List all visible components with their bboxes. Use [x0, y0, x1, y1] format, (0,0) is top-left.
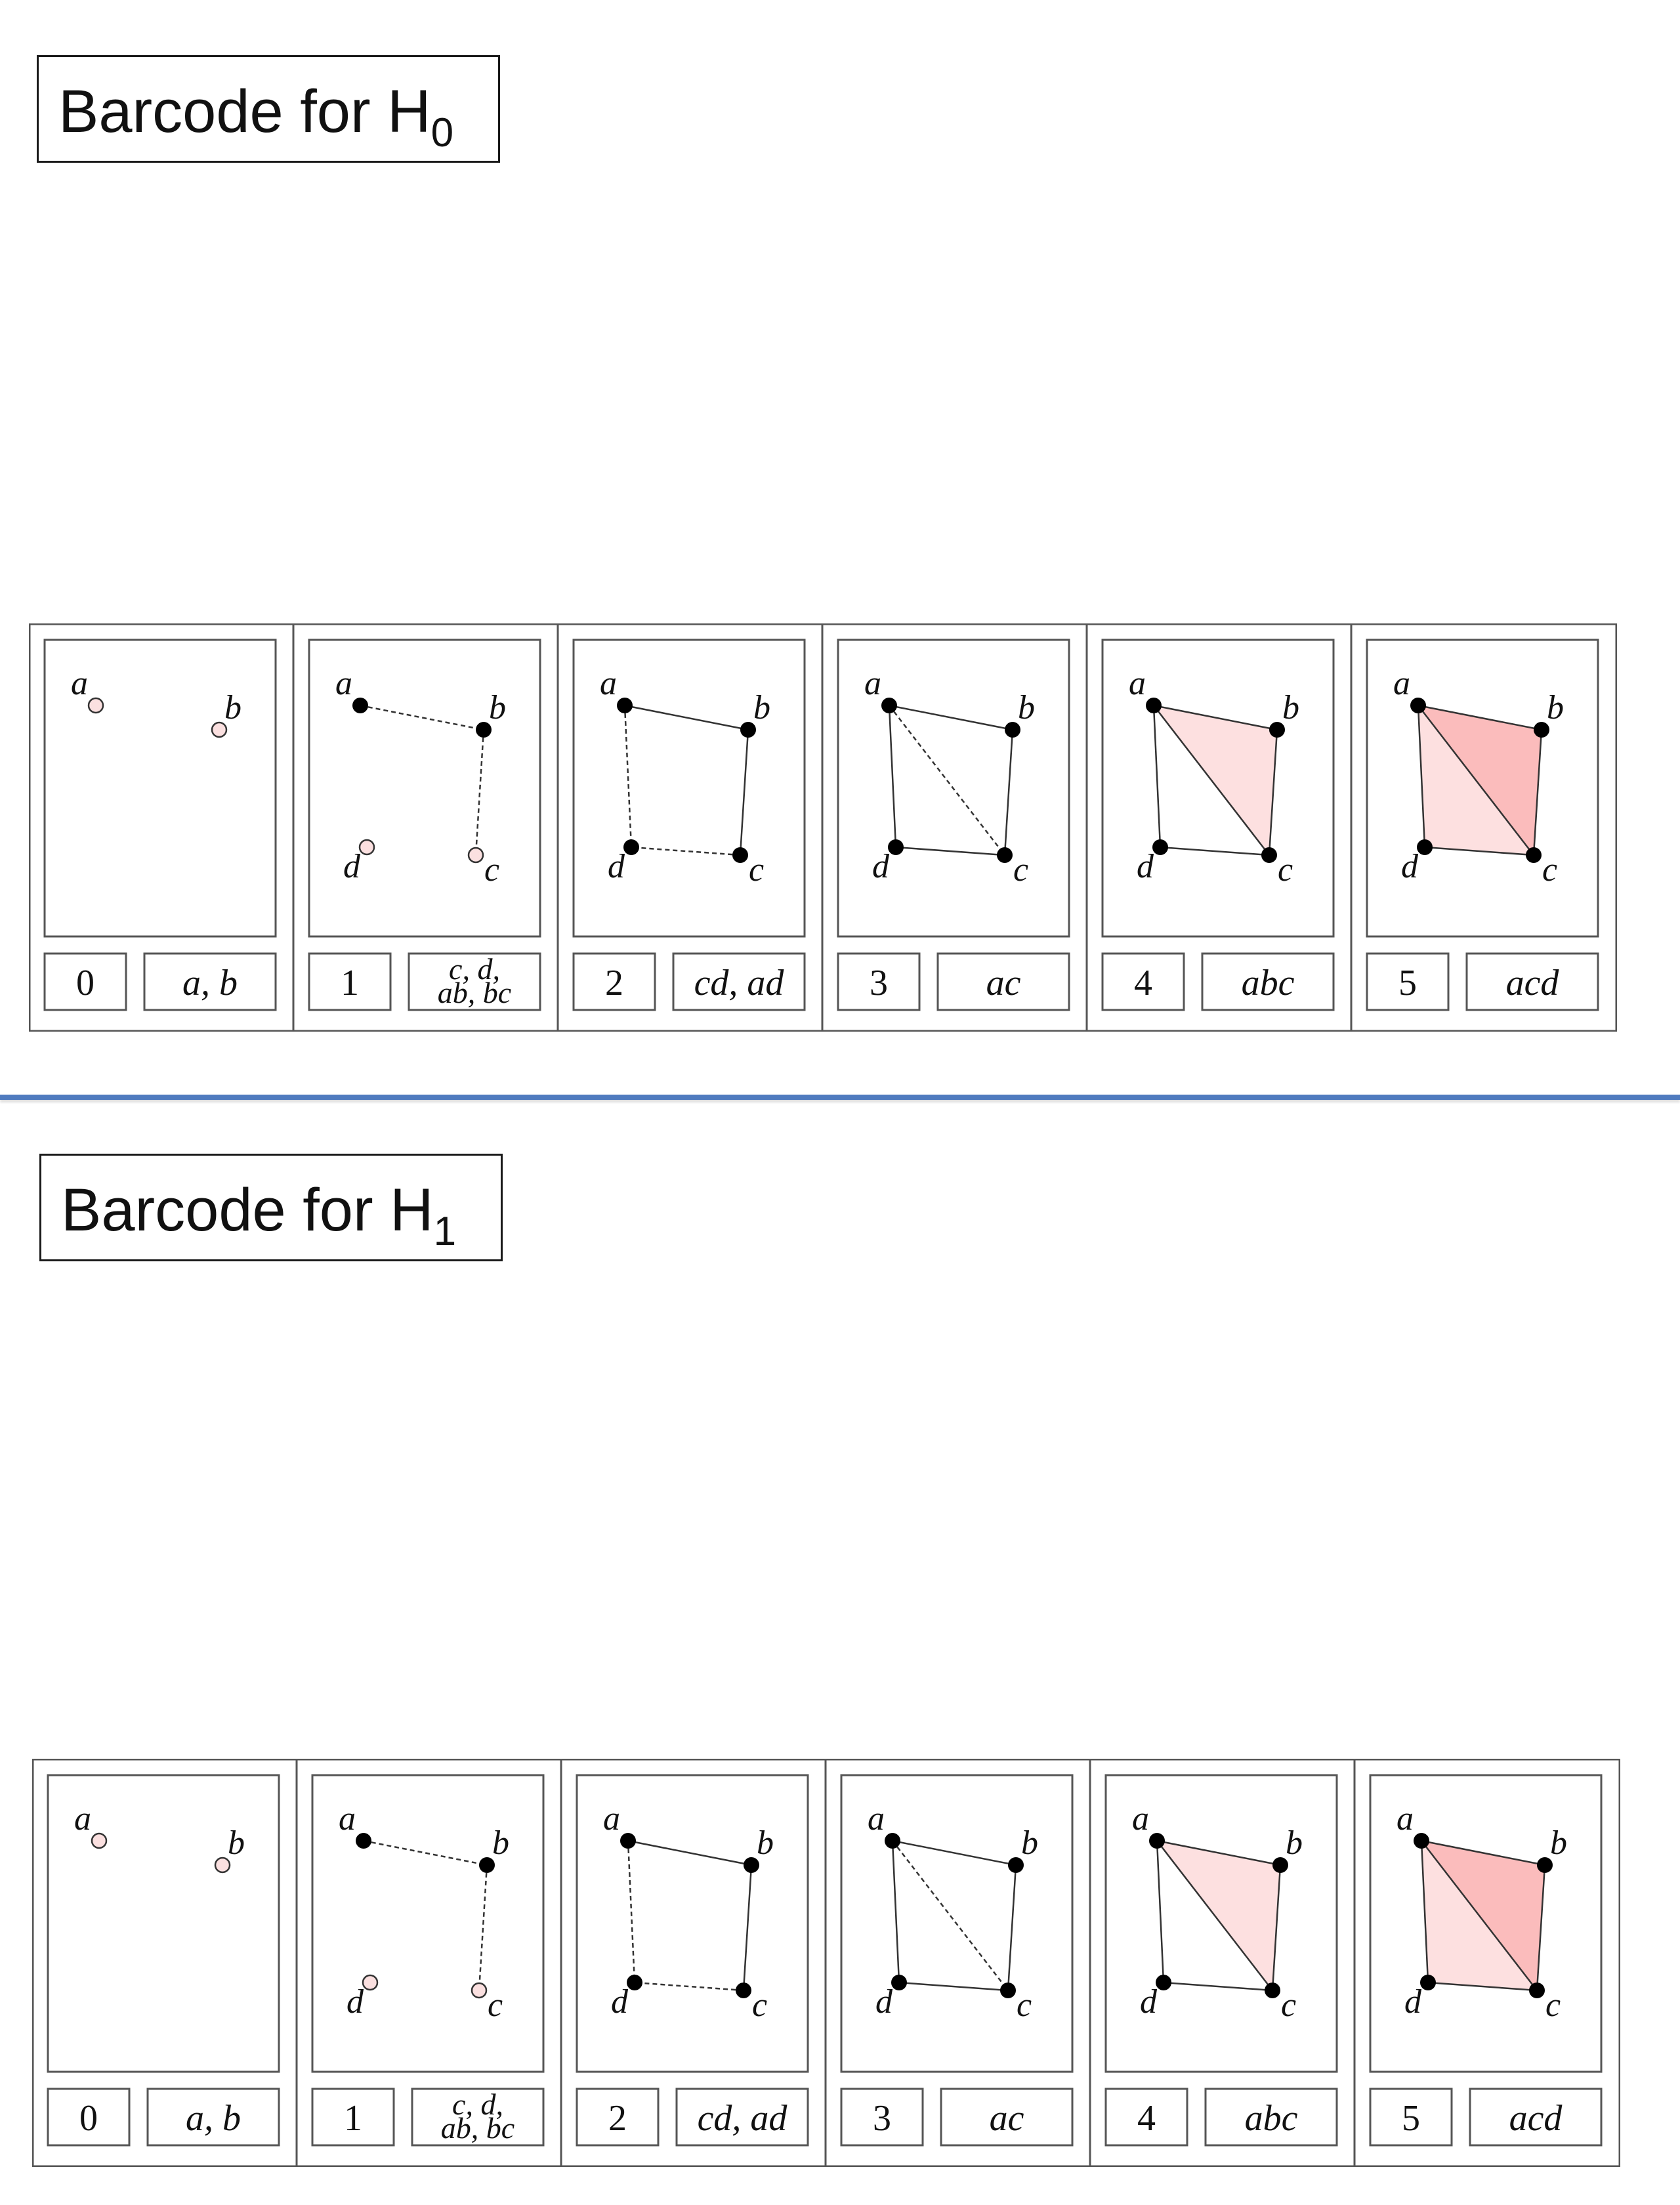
- h1-step-2: [561, 1759, 808, 2166]
- vertex-a: [620, 1833, 636, 1849]
- triangle-abc: [1154, 705, 1277, 855]
- vertex-label-a: a: [1129, 665, 1146, 702]
- step-index: 2: [605, 963, 623, 1003]
- vertex-c: [1526, 847, 1542, 863]
- vertex-label-d: d: [611, 1983, 628, 2021]
- h1-step-3: [826, 1759, 1072, 2166]
- vertex-label-b: b: [1547, 689, 1564, 726]
- edge-cd: [1164, 1983, 1272, 1990]
- vertex-label-c: c: [1281, 1986, 1297, 2024]
- step-index: 0: [79, 2098, 98, 2139]
- edge-ab: [625, 705, 748, 730]
- vertex-c: [1529, 1983, 1545, 1998]
- step-index: 2: [608, 2098, 627, 2139]
- vertex-label-c: c: [1542, 851, 1558, 889]
- vertex-a: [1149, 1833, 1165, 1849]
- edge-ad: [892, 1841, 899, 1983]
- edge-bc: [476, 730, 484, 855]
- edge-ac: [889, 705, 1005, 855]
- step-index: 3: [870, 963, 888, 1003]
- added-simplices-line-2: ab, bc: [440, 2111, 515, 2145]
- vertex-label-c: c: [749, 851, 765, 889]
- h0-step-4: [1087, 624, 1334, 1031]
- vertex-label-b: b: [1282, 689, 1299, 726]
- barcode-h0-title-text: Barcode for H: [58, 78, 431, 145]
- edge-bc: [744, 1865, 751, 1990]
- vertex-d: [623, 839, 639, 855]
- vertex-c: [1265, 1983, 1280, 1998]
- edge-bc: [1008, 1865, 1016, 1990]
- vertex-c: [472, 1983, 486, 1998]
- vertex-d: [1152, 839, 1168, 855]
- h1-step-0: [48, 1775, 279, 2145]
- step-index: 1: [344, 2098, 362, 2139]
- vertex-label-b: b: [1021, 1824, 1038, 1862]
- vertex-a: [1146, 698, 1162, 713]
- vertex-label-b: b: [757, 1824, 774, 1862]
- h1-step-5: [1354, 1759, 1601, 2166]
- vertex-d: [360, 840, 374, 854]
- vertex-label-b: b: [492, 1824, 509, 1862]
- edge-ad: [889, 705, 896, 847]
- vertex-label-a: a: [1396, 1800, 1414, 1838]
- vertex-label-d: d: [346, 1983, 364, 2021]
- added-simplices-line-2: ab, bc: [437, 976, 512, 1009]
- added-simplices: cd, ad: [694, 963, 784, 1003]
- added-simplices: ac: [986, 963, 1021, 1003]
- step-index: 4: [1137, 2098, 1156, 2139]
- vertex-label-d: d: [343, 848, 360, 885]
- step-index: 4: [1134, 963, 1152, 1003]
- edge-ac: [892, 1841, 1008, 1990]
- step-index: 5: [1398, 963, 1417, 1003]
- vertex-d: [627, 1975, 642, 1990]
- vertex-c: [1000, 1983, 1016, 1998]
- added-simplices: abc: [1241, 963, 1295, 1003]
- triangle-abc: [1157, 1841, 1280, 1990]
- edge-ad: [625, 705, 631, 847]
- vertex-label-d: d: [1137, 848, 1154, 885]
- edge-cd: [899, 1983, 1008, 1990]
- barcode-h1-title: [39, 1154, 503, 1261]
- barcode-h1-title-text: Barcode for H: [61, 1177, 434, 1244]
- vertex-label-a: a: [335, 665, 352, 702]
- vertex-d: [888, 839, 904, 855]
- vertex-d: [1420, 1975, 1436, 1990]
- vertex-label-d: d: [872, 848, 889, 885]
- vertex-label-a: a: [71, 665, 88, 702]
- vertex-label-b: b: [1286, 1824, 1303, 1862]
- edge-cd: [635, 1983, 744, 1990]
- vertex-c: [1261, 847, 1277, 863]
- vertex-label-a: a: [1132, 1800, 1149, 1838]
- vertex-d: [891, 1975, 907, 1990]
- h0-step-3: [822, 624, 1069, 1031]
- vertex-a: [356, 1833, 371, 1849]
- step-index: 3: [873, 2098, 891, 2139]
- vertex-a: [1410, 698, 1426, 713]
- edge-ab: [889, 705, 1013, 730]
- vertex-label-a: a: [1393, 665, 1410, 702]
- edge-cd: [631, 847, 740, 855]
- added-simplices: acd: [1505, 963, 1559, 1003]
- added-simplices: abc: [1244, 2098, 1298, 2139]
- vertex-label-c: c: [752, 1986, 768, 2024]
- vertex-label-c: c: [484, 851, 500, 889]
- vertex-label-a: a: [600, 665, 617, 702]
- vertex-a: [617, 698, 633, 713]
- edge-bc: [1005, 730, 1013, 855]
- vertex-label-b: b: [1018, 689, 1035, 726]
- edge-ab: [360, 705, 484, 730]
- h0-step-1: [293, 624, 540, 1031]
- vertex-label-a: a: [868, 1800, 885, 1838]
- edge-ad: [628, 1841, 635, 1983]
- vertex-label-c: c: [1017, 1986, 1032, 2024]
- vertex-c: [732, 847, 748, 863]
- vertex-label-d: d: [875, 1983, 892, 2021]
- vertex-label-b: b: [224, 689, 242, 726]
- barcode-h0-title: [37, 55, 500, 163]
- vertex-label-b: b: [489, 689, 506, 726]
- step-index: 0: [76, 963, 94, 1003]
- added-simplices: a, b: [182, 963, 238, 1003]
- vertex-label-c: c: [488, 1986, 503, 2024]
- edge-ab: [364, 1841, 487, 1865]
- barcode-h0-title-subscript: 0: [430, 110, 454, 156]
- step-index: 5: [1402, 2098, 1420, 2139]
- added-simplices: cd, ad: [697, 2098, 788, 2139]
- step-index: 1: [341, 963, 359, 1003]
- added-simplices: ac: [989, 2098, 1024, 2139]
- vertex-a: [1414, 1833, 1429, 1849]
- vertex-label-c: c: [1013, 851, 1029, 889]
- edge-cd: [896, 847, 1005, 855]
- edge-ad: [1154, 705, 1160, 847]
- vertex-c: [997, 847, 1013, 863]
- vertex-label-d: d: [1140, 1983, 1157, 2021]
- vertex-c: [736, 1983, 751, 1998]
- vertex-label-b: b: [753, 689, 770, 726]
- added-simplices-line-1: c, d,: [452, 2088, 503, 2121]
- vertex-d: [1156, 1975, 1171, 1990]
- vertex-d: [1417, 839, 1433, 855]
- vertex-d: [363, 1975, 377, 1990]
- h0-step-5: [1351, 624, 1598, 1031]
- h1-step-4: [1090, 1759, 1337, 2166]
- h0-step-0: [45, 640, 276, 1010]
- vertex-a: [92, 1834, 106, 1848]
- edge-ad: [1157, 1841, 1164, 1983]
- added-simplices-line-1: c, d,: [449, 952, 500, 986]
- edge-bc: [479, 1865, 487, 1990]
- h0-step-2: [558, 624, 805, 1031]
- vertex-label-d: d: [1404, 1983, 1421, 2021]
- vertex-label-a: a: [339, 1800, 356, 1838]
- edge-ab: [892, 1841, 1016, 1865]
- vertex-label-a: a: [864, 665, 881, 702]
- filtration-strip-h0: [29, 623, 1617, 1032]
- vertex-label-c: c: [1545, 1986, 1561, 2024]
- edge-cd: [1160, 847, 1269, 855]
- added-simplices: a, b: [186, 2098, 241, 2139]
- vertex-label-c: c: [1278, 851, 1293, 889]
- filtration-strip-h1: [32, 1759, 1620, 2167]
- added-simplices: acd: [1509, 2098, 1563, 2139]
- barcode-h1-title-subscript: 1: [433, 1209, 457, 1254]
- vertex-label-b: b: [228, 1824, 245, 1862]
- vertex-label-a: a: [603, 1800, 620, 1838]
- vertex-label-d: d: [608, 848, 625, 885]
- vertex-label-b: b: [1550, 1824, 1567, 1862]
- vertex-a: [352, 698, 368, 713]
- vertex-a: [881, 698, 897, 713]
- section-divider: [0, 1095, 1680, 1100]
- vertex-label-a: a: [74, 1800, 91, 1838]
- edge-bc: [740, 730, 748, 855]
- h1-step-1: [297, 1759, 543, 2166]
- edge-ab: [628, 1841, 751, 1865]
- vertex-label-d: d: [1401, 848, 1418, 885]
- vertex-a: [885, 1833, 900, 1849]
- vertex-a: [89, 698, 103, 713]
- vertex-c: [469, 848, 483, 862]
